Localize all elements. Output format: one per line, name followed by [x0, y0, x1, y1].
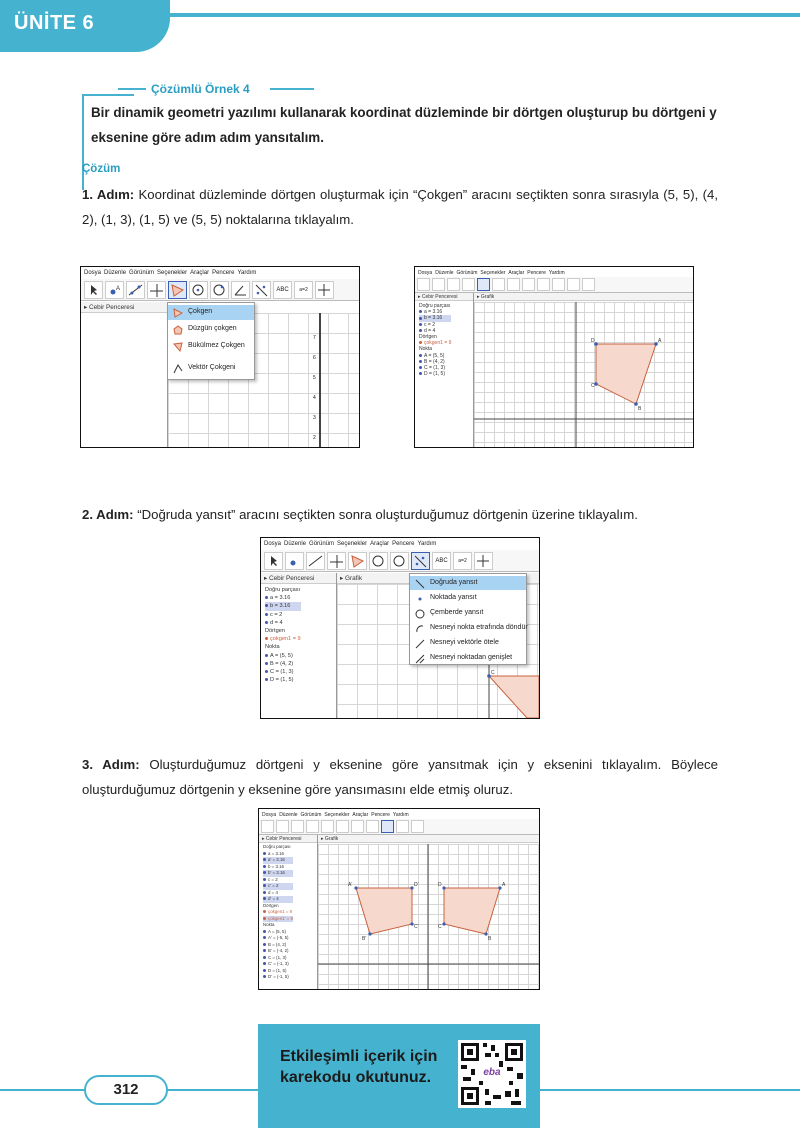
- menu-bar: Dosya Düzenle Görünüm Seçenekler Araçlar Pencere Yardım: [415, 267, 693, 279]
- move-view-tool-icon[interactable]: [582, 278, 595, 291]
- step-3-body: Oluşturduğumuz dörtgeni y eksenine göre yansıtmak için y eksenini tıklayalım. Böylece oluşturduğumuz dörtgenin y eksenine göre yansımasını elde etmiş oluruz.: [82, 757, 718, 797]
- polygon-tool-icon[interactable]: [321, 820, 334, 833]
- y-tick: 7: [313, 335, 316, 341]
- move-view-tool-icon[interactable]: [411, 820, 424, 833]
- line-tool-icon[interactable]: [291, 820, 304, 833]
- circle-tool-icon[interactable]: [492, 278, 505, 291]
- y-tick: 6: [313, 355, 316, 361]
- graphics-panel-header: ▸ Grafik: [337, 573, 539, 584]
- qr-panel: [258, 1024, 540, 1128]
- menu-item-polygon[interactable]: Çokgen: [168, 305, 254, 320]
- step-1-body: Koordinat düzleminde dörtgen oluşturmak için “Çokgen” aracını seçtikten sonra sırasıyla (5, 5), (4, 2), (1, 3), (1, 5) ve (5, 5) noktalarına tıklayalım.: [82, 187, 718, 227]
- y-tick: 3: [313, 415, 316, 421]
- reflect-tool-icon[interactable]: [381, 820, 394, 833]
- move-tool-icon[interactable]: [261, 820, 274, 833]
- line-tool-icon[interactable]: [126, 281, 145, 299]
- conic-tool-icon[interactable]: [507, 278, 520, 291]
- point-tool-icon[interactable]: [276, 820, 289, 833]
- menu-item-reflect-line[interactable]: Doğruda yansıt: [410, 576, 526, 590]
- move-view-tool-icon[interactable]: [474, 552, 493, 570]
- text-tool-icon[interactable]: [552, 278, 565, 291]
- algebra-panel-header: ▸ Cebir Penceresi: [259, 835, 317, 843]
- solution-label: Çözüm: [82, 163, 121, 175]
- perpendicular-tool-icon[interactable]: [327, 552, 346, 570]
- step-1-label: 1. Adım:: [82, 187, 135, 202]
- screenshot-polygon-created: [414, 266, 694, 448]
- slider-tool-icon[interactable]: a=2: [294, 281, 313, 299]
- perpendicular-tool-icon[interactable]: [462, 278, 475, 291]
- graphics-panel-header: ▸ Grafik: [474, 293, 693, 301]
- example-dash-right: [270, 88, 314, 90]
- point-label: D': [414, 882, 419, 888]
- point-label: C: [591, 383, 595, 389]
- move-view-tool-icon[interactable]: [315, 281, 334, 299]
- point-label: B: [638, 406, 642, 412]
- point-label: C': [414, 924, 419, 930]
- slider-tool-icon[interactable]: a=2: [453, 552, 472, 570]
- y-tick: 5: [313, 375, 316, 381]
- screenshot-reflect-menu: [260, 537, 540, 719]
- graphics-panel-header: ▸ Grafik: [318, 835, 539, 843]
- polygon-tool-icon[interactable]: [168, 281, 187, 299]
- page-number: 312: [84, 1075, 168, 1105]
- menu-bar: Dosya Düzenle Görünüm Seçenekler Araçlar Pencere Yardım: [261, 538, 539, 550]
- toolbar: [415, 277, 693, 293]
- angle-tool-icon[interactable]: [366, 820, 379, 833]
- toolbar: [81, 279, 359, 301]
- step-1-text: [82, 182, 718, 232]
- graph-polygons-reflected: [318, 844, 539, 989]
- toolbar: [261, 550, 539, 572]
- perpendicular-tool-icon[interactable]: [147, 281, 166, 299]
- menu-item-regular-polygon[interactable]: Düzgün çokgen: [168, 322, 254, 337]
- algebra-panel-header: ▸ Cebir Penceresi: [81, 302, 167, 313]
- example-frame-left: [82, 96, 84, 190]
- circle-tool-icon[interactable]: [189, 281, 208, 299]
- reflect-tool-icon[interactable]: [537, 278, 550, 291]
- point-tool-icon[interactable]: [285, 552, 304, 570]
- point-label: B': [362, 936, 367, 942]
- example-title: Çözümlü Örnek 4: [151, 82, 250, 96]
- polygon-tool-icon[interactable]: [477, 278, 490, 291]
- line-tool-icon[interactable]: [306, 552, 325, 570]
- point-label: A: [502, 882, 506, 888]
- point-tool-icon[interactable]: [105, 281, 124, 299]
- circle-tool-icon[interactable]: [369, 552, 388, 570]
- algebra-panel-header: ▸ Cebir Penceresi: [261, 573, 336, 584]
- circle-tool-icon[interactable]: [336, 820, 349, 833]
- line-tool-icon[interactable]: [447, 278, 460, 291]
- y-tick: 2: [313, 435, 316, 441]
- point-tool-icon[interactable]: [432, 278, 445, 291]
- qr-instruction: Etkileşimli içerik için karekodu okutunuz.: [280, 1048, 438, 1086]
- conic-tool-icon[interactable]: [390, 552, 409, 570]
- conic-tool-icon[interactable]: [351, 820, 364, 833]
- point-label: D: [591, 338, 595, 344]
- unit-tab: [0, 0, 170, 52]
- y-axis: [319, 313, 321, 447]
- point-label: C: [438, 924, 442, 930]
- point-label: B: [488, 936, 492, 942]
- angle-tool-icon[interactable]: [522, 278, 535, 291]
- algebra-list-full: Doğru parçası a = 3.16 a' = 3.16 b = 3.16 b' = 3.16 c = 2 c' = 2 d = 4 d' = 4 Dörtgen çokgen1 = 9 çokgen1' = 9 Nokta A = (5, 5) A' = (-5, 5) B = (4, 2) B' = (-4, 2) C = (1, 3) C' = (-1, 3) D = (1, 5) D' = (-1, 5): [263, 844, 293, 979]
- menu-item-vector-polygon[interactable]: Vektör Çokgeni: [168, 361, 254, 376]
- point-label: D: [438, 882, 442, 888]
- menu-bar: Dosya Düzenle Görünüm Seçenekler Araçlar Pencere Yardım: [259, 809, 539, 821]
- example-header: [118, 82, 298, 96]
- point-label: A: [658, 338, 662, 344]
- menu-item-reflect-point[interactable]: Noktada yansıt: [410, 591, 526, 605]
- algebra-panel-header: ▸ Cebir Penceresi: [415, 293, 473, 301]
- qr-code-icon[interactable]: [458, 1040, 526, 1108]
- example-dash-left: [118, 88, 146, 90]
- text-tool-icon[interactable]: [396, 820, 409, 833]
- example-question: Bir dinamik geometri yazılımı kullanarak koordinat düzleminde bir dörtgen oluşturup bu dörtgeni y eksenine göre adım adım yansıtalım.: [91, 105, 717, 145]
- reflect-tool-icon[interactable]: [252, 281, 271, 299]
- menu-bar: Dosya Düzenle Görünüm Seçenekler Araçlar Pencere Yardım: [81, 267, 359, 279]
- algebra-list: Doğru parçası a = 3.16 b = 3.16 c = 2 d = 4 Dörtgen çokgen1 = 9 Nokta A = (5, 5) B = (4, 2) C = (1, 3) D = (1, 5): [419, 303, 452, 378]
- step-2-label: 2. Adım:: [82, 507, 134, 522]
- y-tick: 4: [313, 395, 316, 401]
- screenshot-polygon-menu: [80, 266, 360, 448]
- reflect-dropdown: [409, 573, 527, 665]
- step-2-text: [82, 502, 718, 527]
- svg-text:A: A: [116, 286, 121, 292]
- text-tool-icon[interactable]: ABC: [273, 281, 292, 299]
- step-2-body: “Doğruda yansıt” aracını seçtikten sonra oluşturduğumuz dörtgenin üzerine tıklayalım.: [133, 507, 638, 522]
- move-tool-icon[interactable]: [417, 278, 430, 291]
- eba-logo: eba: [483, 1067, 501, 1078]
- slider-tool-icon[interactable]: [567, 278, 580, 291]
- step-3-text: [82, 752, 718, 802]
- angle-tool-icon[interactable]: [231, 281, 250, 299]
- algebra-list: Doğru parçası a = 3.16 b = 3.16 c = 2 d = 4 Dörtgen çokgen1 = 9 Nokta A = (5, 5) B = (4, 2) C = (1, 3) D = (1, 5): [265, 587, 301, 684]
- reflect-tool-icon-selected[interactable]: [411, 552, 430, 570]
- perpendicular-tool-icon[interactable]: [306, 820, 319, 833]
- unit-title: ÜNİTE 6: [14, 12, 95, 34]
- menu-item-dilate[interactable]: Nesneyi noktadan genişlet: [410, 651, 526, 665]
- conic-tool-icon[interactable]: [210, 281, 229, 299]
- graph-polygon-original: [474, 302, 693, 447]
- example-frame-top: [82, 94, 134, 96]
- move-tool-icon[interactable]: [84, 281, 103, 299]
- menu-item-rotate[interactable]: Nesneyi nokta etrafında döndür: [410, 621, 526, 635]
- step-3-label: 3. Adım:: [82, 757, 140, 772]
- menu-item-reflect-circle[interactable]: Çemberde yansıt: [410, 606, 526, 620]
- polygon-tool-icon[interactable]: [348, 552, 367, 570]
- text-tool-icon[interactable]: ABC: [432, 552, 451, 570]
- point-label: A': [348, 882, 353, 888]
- toolbar: [259, 819, 539, 835]
- polygon-dropdown: [167, 302, 255, 380]
- screenshot-reflection-result: [258, 808, 540, 990]
- menu-item-rigid-polygon[interactable]: Bükülmez Çokgen: [168, 339, 254, 354]
- point-label: C: [491, 670, 495, 676]
- move-tool-icon[interactable]: [264, 552, 283, 570]
- menu-item-translate[interactable]: Nesneyi vektörle ötele: [410, 636, 526, 650]
